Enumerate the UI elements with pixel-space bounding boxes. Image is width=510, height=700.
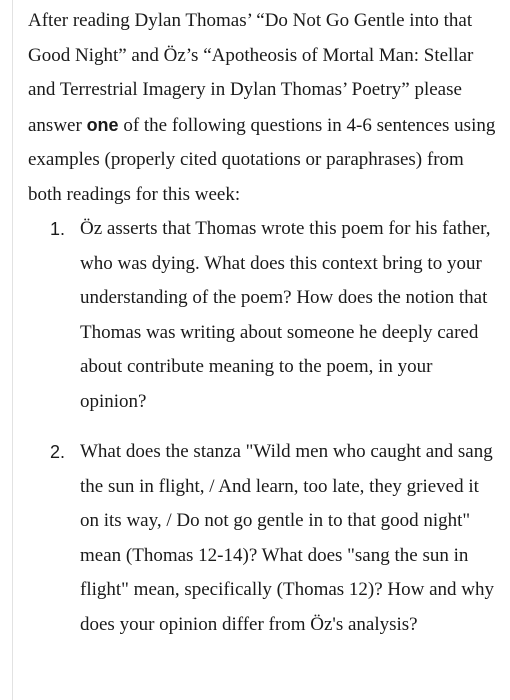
question-item-2 [28,435,498,642]
question-text-1: Öz asserts that Thomas wrote this poem for his father, who was dying. What does this context bring to your understanding of the poem? How does the notion that Thomas was writing about someone he deeply cared about contribute meaning to the poem, in your opinion? [80,218,491,412]
intro-text-after: of the following questions in 4-6 sentences using examples (properly cited quotations or paraphrases) from both readings for this week: [28,114,496,205]
question-item-1 [28,212,498,419]
question-number-1: 1. [50,219,66,239]
intro-paragraph [28,4,498,212]
question-list [28,212,498,642]
page-left-border [12,0,13,700]
assignment-prompt [28,4,498,642]
question-text-2: What does the stanza "Wild men who caught and sang the sun in flight, / And learn, too late, they grieved it on its way, / Do not go gentle in to that good night" mean (Thomas 12-14)? What does "sang the sun in flight" mean, specifically (Thomas 12)? How and why does your opinion differ from Öz's analysis? [80,441,495,635]
question-number-2: 2. [50,442,66,462]
intro-text-before: After reading Dylan Thomas’ “Do Not Go Gentle into that Good Night” and Öz’s “Apotheosis of Mortal Man: Stellar and Terrestrial Imagery in Dylan Thomas’ Poetry” please answer [28,10,474,136]
intro-bold-word: one [86,114,119,135]
